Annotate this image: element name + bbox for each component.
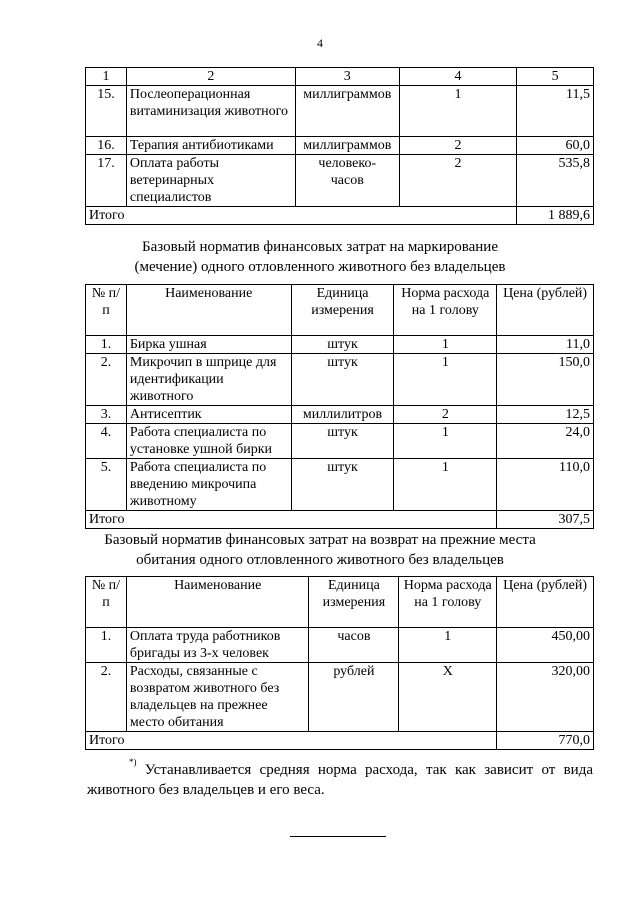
table-row: 1. Оплата труда работников бригады из 3-х человек часов 1 450,00 [86, 628, 594, 663]
page-number: 4 [317, 36, 323, 50]
table-total-row: Итого 1 889,6 [86, 207, 594, 225]
table-row: 2. Расходы, связанные с возвратом животного без владельцев на прежнее место обитания рублей Х 320,00 [86, 663, 594, 732]
table-total-row: Итого 307,5 [86, 511, 594, 529]
section-caption-return: Базовый норматив финансовых затрат на возврат на прежние места обитания одного отловленного животного без владельцев [104, 532, 536, 568]
table-row: 2. Микрочип в шприце для идентификации животного штук 1 150,0 [86, 354, 594, 406]
table-row: 15. Послеоперационная витаминизация животного миллиграммов 1 11,5 [86, 86, 594, 137]
table-row: 17. Оплата работы ветеринарных специалистов человеко-часов 2 535,8 [86, 155, 594, 207]
footnote-marker: *) [129, 757, 137, 767]
table-row: 16. Терапия антибиотиками миллиграммов 2 60,0 [86, 137, 594, 155]
table-row: 4. Работа специалиста по установке ушной бирки штук 1 24,0 [86, 424, 594, 459]
table-header-row: № п/п Наименование Единица измерения Норма расхода на 1 голову Цена (рублей) [86, 285, 594, 336]
footnote [87, 757, 593, 800]
section-caption-marking: Базовый норматив финансовых затрат на маркирование (мечение) одного отловленного животного без владельцев [134, 239, 506, 275]
table-header-row: 1 2 3 4 5 [86, 68, 594, 86]
table-continuation [85, 67, 594, 225]
table-row: 1. Бирка ушная штук 1 11,0 [86, 336, 594, 354]
table-header-row: № п/п Наименование Единица измерения Норма расхода на 1 голову Цена (рублей) [86, 577, 594, 628]
footnote-divider [290, 836, 386, 837]
table-total-row: Итого 770,0 [86, 732, 594, 750]
table-row: 3. Антисептик миллилитров 2 12,5 [86, 406, 594, 424]
table-row: 5. Работа специалиста по введению микрочипа животному штук 1 110,0 [86, 459, 594, 511]
table-marking [85, 284, 594, 529]
footnote-text: Устанавливается средняя норма расхода, так как зависит от вида животного без владельцев и его веса. [87, 762, 593, 798]
table-return [85, 576, 594, 750]
